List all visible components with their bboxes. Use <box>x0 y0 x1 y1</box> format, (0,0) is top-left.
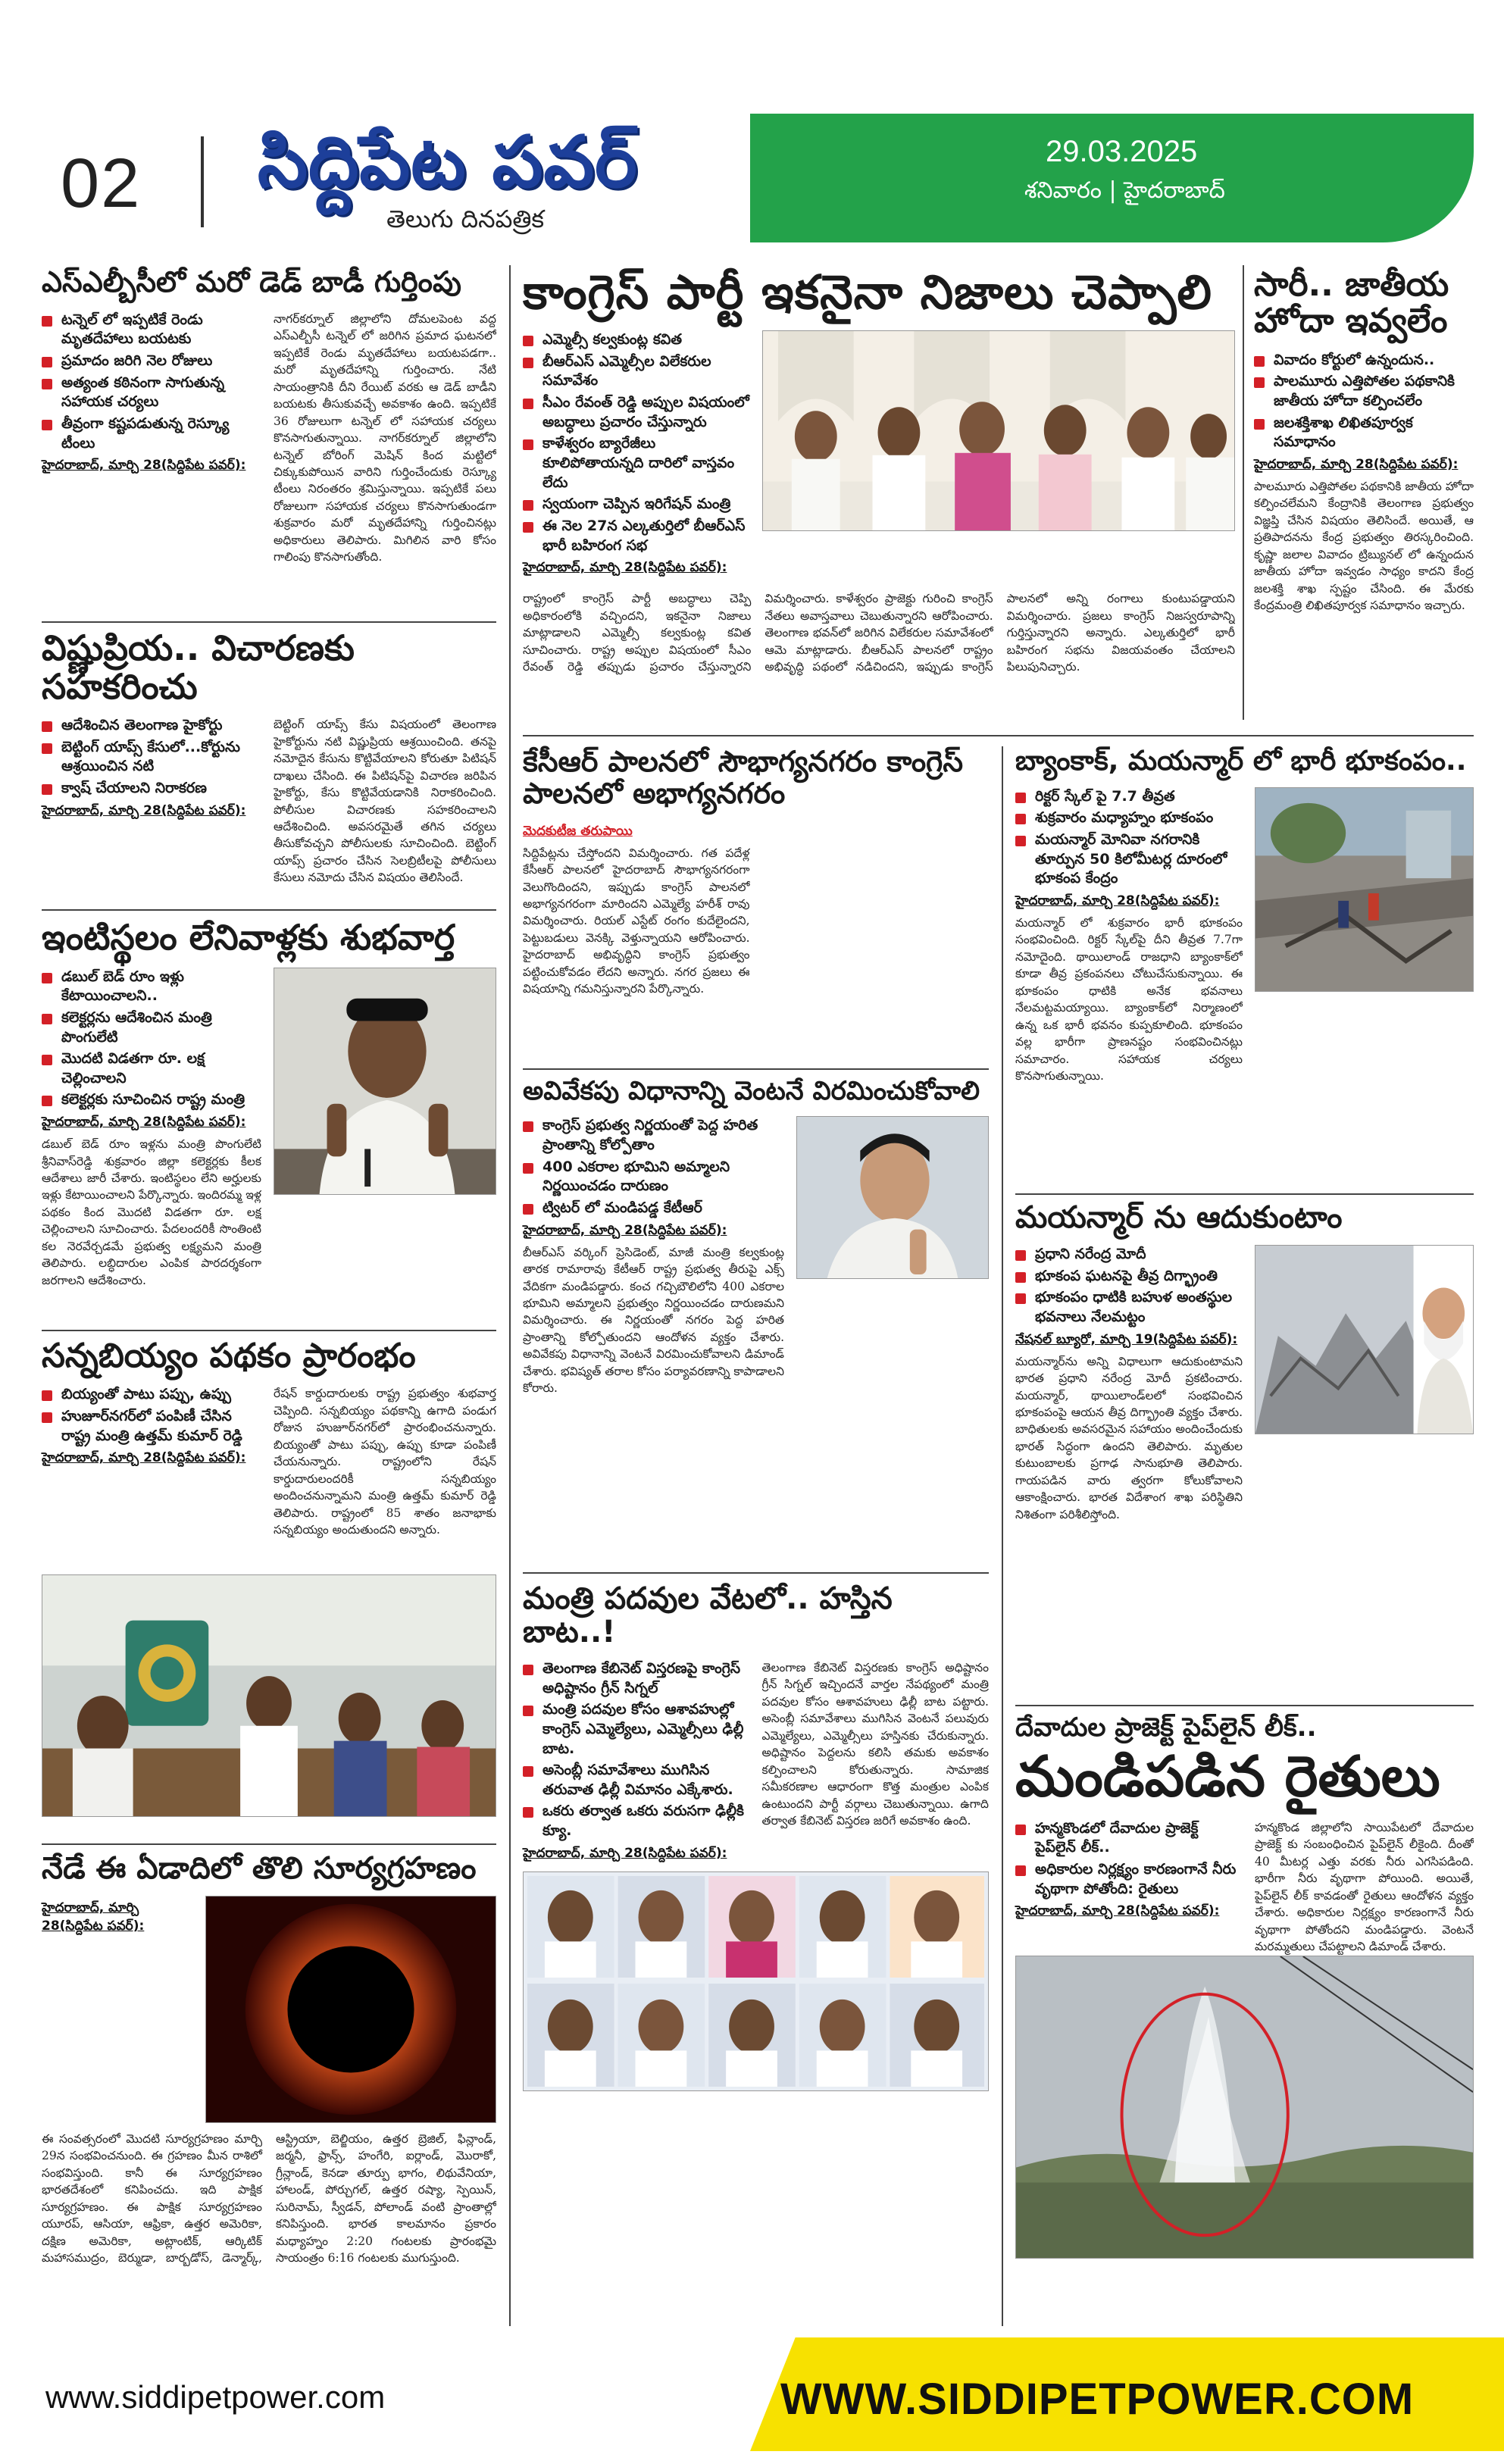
bullet-list <box>42 1385 261 1446</box>
dateline: హైదరాబాద్, మార్చి 28(సిద్దిపేట పవర్): <box>1015 893 1220 908</box>
article-cabinet-expansion <box>523 1582 989 2091</box>
bullet: తెలంగాణ కేబినెట్ విస్తరణపై కాంగ్రెస్ అధిష్టానం గ్రీన్ సిగ్నల్ <box>523 1659 750 1698</box>
article-pipeline-leak <box>1015 1714 1474 2259</box>
bullet: టన్నెల్ లో ఇప్పటికే రెండు మృతదేహాలు బయటకు <box>42 311 261 349</box>
article-housing <box>42 918 496 1362</box>
article-body: రేషన్ కార్డుదారులకు రాష్ట్ర ప్రభుత్వం శుభవార్త చెప్పింది. సన్నబియ్యం పథకాన్ని ఉగాది పండుగ రోజున హుజూర్‌నగర్‌లో ప్రారంభించనున్నారు. బియ్యంతో పాటు పప్పు, ఉప్పు కూడా పంపిణీ చేయనున్నారు. రాష్ట్రంలోని రేషన్ కార్డుదారులందరికీ సన్నబియ్యం అందించనున్నామని మంత్రి ఉత్తమ్ కుమార్ రెడ్డి తెలిపారు. రాష్ట్రంలో 85 శాతం జనాభాకు సన్నబియ్యం అందుతుందని అన్నారు. <box>274 1387 496 1537</box>
article-national-status <box>1254 267 1474 668</box>
masthead-wave-decoration <box>0 0 1504 114</box>
pipeline-leak-photo <box>1015 1956 1474 2259</box>
masthead-left <box>30 114 750 242</box>
article-vishnupriya <box>42 629 496 966</box>
bullet: బెట్టింగ్ యాప్స్ కేసులో...కోర్టును ఆశ్రయించిన నటి <box>42 738 261 777</box>
divider <box>523 1068 989 1070</box>
headline: నేడే ఈ ఏడాదిలో తొలి సూర్యగ్రహణం <box>42 1851 477 1886</box>
article-congress-lead <box>523 264 1235 810</box>
issue-date: 29.03.2025 <box>1046 135 1198 168</box>
column-divider <box>1243 265 1244 720</box>
article-myanmar-aid <box>1015 1201 1474 1656</box>
masthead <box>0 0 1504 250</box>
footer <box>0 2337 1504 2464</box>
bullet: ప్రధాని నరేంద్ర మోదీ <box>1015 1245 1243 1265</box>
bullet-list <box>42 968 261 1110</box>
bullet: జలశక్తిశాఖ లిఖితపూర్వక సమాధానం <box>1254 414 1474 452</box>
headline: మండిపడిన రైతులు <box>1015 1744 1440 1810</box>
subheadline: దేవాదుల ప్రాజెక్ట్ పైప్‌లైన్ లీక్.. <box>1015 1712 1317 1743</box>
divider <box>42 1843 496 1845</box>
article-body: తెలంగాణ కేబినెట్ విస్తరణకు కాంగ్రెస్ అధిష్టానం గ్రీన్ సిగ్నల్ ఇచ్చిందనే వార్తల నేపథ్యంలో మంత్రి పదవుల కోసం ఆశావహులు ఢిల్లీ బాట పట్టారు. అసెంబ్లీ సమావేశాలు ముగిసిన వెంటనే పలువురు ఎమ్మెల్యేలు, ఎమ్మెల్సీలు హస్తినకు చేరుకున్నారు. అధిష్టానం పెద్దలను కలిసి తమకు అవకాశం కల్పించాలని కోరుతున్నారు. సామాజిక సమీకరణాల ఆధారంగా కొత్త మంత్రుల ఎంపిక ఉంటుందని పార్టీ వర్గాలు చెబుతున్నాయి. ఉగాది తర్వాత కేబినెట్ విస్తరణ జరిగే అవకాశం ఉంది. <box>761 1661 989 1828</box>
minister-photo <box>274 968 496 1195</box>
headline: అవివేకపు విధానాన్ని వెంటనే విరమించుకోవాలి <box>523 1076 980 1106</box>
article-body: సిద్దిపేట్లను చేస్తోందని విమర్శించారు. గత పదేళ్ల కేసీఆర్ పాలనలో హైదరాబాద్ సౌభాగ్యనగరంగా వెలుగొందిందని, ఇప్పుడు కాంగ్రెస్ పాలనలో అభాగ్యనగరంగా మారిందని ఎమ్మెల్యే హరీశ్ రావు విమర్శించారు. రియల్ ఎస్టేట్ రంగం కుదేలైందని, పెట్టుబడులు వెనక్కి వెళ్తున్నాయని ఆరోపించారు. హైదరాబాద్ అభివృద్ధిని కాంగ్రెస్ ప్రభుత్వం పట్టించుకోవడం లేదని అన్నారు. నగర ప్రజలు ఈ విషయాన్ని గమనిస్తున్నారని పేర్కొన్నారు. <box>523 846 750 996</box>
issue-day-city: శనివారం | హైదరాబాద్ <box>1024 177 1225 204</box>
bullet: కాళేశ్వరం బ్యారేజీలు కూలిపోతాయన్నది దారిలో వాస్తవం లేదు <box>523 434 750 492</box>
headline: మయన్మార్ ను ఆదుకుంటాం <box>1015 1200 1343 1235</box>
headline: సన్నబియ్యం పథకం ప్రారంభం <box>42 1337 416 1375</box>
article-body-continued <box>762 819 990 986</box>
dateline: హైదరాబాద్, మార్చి 28(సిద్దిపేట పవర్): <box>1015 1903 1220 1919</box>
dateline: హైదరాబాద్, మార్చి 28(సిద్దిపేట పవర్): <box>42 458 246 474</box>
bullet: సీఎం రేవంత్ రెడ్డి అప్పుల విషయంలో అబద్ధాలు ప్రచారం చేస్తున్నారు <box>523 393 750 432</box>
article-body: పాలమూరు ఎత్తిపోతల పథకానికి జాతీయ హోదా కల్పించలేమని కేంద్రానికి తెలంగాణ ప్రభుత్వం విజ్ఞప్తి చేసిన విషయం తెలిసిందే. అయితే, ఆ ప్రతిపాదనను కేంద్ర ప్రభుత్వం తిరస్కరించింది. కృష్ణా జలాల వివాదం ట్రిబ్యునల్ లో ఉన్నందున జాతీయ హోదా ఇవ్వడం సాధ్యం కాదని కేంద్ర జలశక్తి శాఖ స్పష్టం చేసింది. ఈ మేరకు కేంద్రమంత్రి లిఖితపూర్వక సమాధానం ఇచ్చారు. <box>1254 479 1474 613</box>
bullet: కలెక్టర్లను ఆదేశించిన మంత్రి పొంగులేటి <box>42 1008 261 1047</box>
headline: విష్ణుప్రియ.. విచారణకు సహకరించు <box>42 627 355 707</box>
article-ktr <box>523 1077 989 1605</box>
masthead-date-banner <box>750 114 1474 242</box>
headline: ఇంటిస్థలం లేనివాళ్లకు శుభవార్త <box>42 917 455 958</box>
byline: మెదకుటీజ తరుపాయి <box>523 823 633 839</box>
bullet: మయన్మార్ మోనివా నగరానికి తూర్పున 50 కిలోమీటర్ల దూరంలో భూకంప కేంద్రం <box>1015 830 1243 889</box>
bullet: ప్రమాదం జరిగి నెల రోజులు <box>42 352 261 371</box>
headline: ఎస్ఎల్బీసీలో మరో డెడ్ బాడీ గుర్తింపు <box>42 265 461 299</box>
paper-name: సిద్దిపేట పవర్ <box>258 121 638 204</box>
bullet-list <box>1254 351 1474 452</box>
article-body: ఈ సంవత్సరంలో మొదటి సూర్యగ్రహణం మార్చి 29న సంభవించనుంది. ఈ గ్రహణం మీన రాశిలో సంభవిస్తుంది. కానీ ఈ సూర్యగ్రహణం భారతదేశంలో కనిపించదు. ఇది పాక్షిక సూర్యగ్రహణం. ఈ పాక్షిక సూర్యగ్రహణం యూరప్, ఆసియా, ఆఫ్రికా, ఉత్తర అమెరికా, దక్షిణ అమెరికా, అట్లాంటిక్, ఆర్కిటిక్ మహాసముద్రం, బెర్ముడా, బార్బడోస్, డెన్మార్క్, ఆస్ట్రియా, బెల్జియం, ఉత్తర బ్రెజిల్, ఫిన్లాండ్, జర్మనీ, ఫ్రాన్స్, హంగేరి, ఐర్లాండ్, మొరాకో, గ్రీన్లాండ్, కెనడా తూర్పు భాగం, లిథువేనియా, హాలండ్, పోర్చుగల్, ఉత్తర రష్యా, స్పెయిన్, సురినామ్, స్వీడన్, పోలాండ్ వంటి ప్రాంతాల్లో కనిపిస్తుంది. భారత కాలమానం ప్రకారం మధ్యాహ్నం 2:20 గంటలకు ప్రారంభమై సాయంత్రం 6:16 గంటలకు ముగుస్తుంది. <box>42 2132 496 2265</box>
press-meet-photo <box>762 330 1235 531</box>
bullet: హుజూర్‌నగర్‌లో పంపిణీ చేసిన రాష్ట్ర మంత్రి ఉత్తమ్ కుమార్ రెడ్డి <box>42 1407 261 1446</box>
bullet: డబుల్ బెడ్ రూం ఇళ్లు కేటాయించాలని.. <box>42 968 261 1006</box>
bullet: బీఆర్ఎస్ ఎమ్మెల్సీల విలేకరుల సమావేశం <box>523 352 750 391</box>
bullet: అత్యంత కఠినంగా సాగుతున్న సహాయక చర్యలు <box>42 374 261 412</box>
dateline: హైదరాబాద్, మార్చి 28(సిద్దిపేట పవర్): <box>523 560 727 576</box>
article-body: బీఆర్ఎస్ వర్కింగ్ ప్రెసిడెంట్, మాజీ మంత్రి కల్వకుంట్ల తారక రామారావు కేటీఆర్ రాష్ట్ర ప్రభుత్వ తీరుపై ఎక్స్ వేదికగా మండిపడ్డారు. కంచ గచ్చిబౌలిలోని 400 ఎకరాల భూమిని అమ్మాలని ప్రభుత్వం నిర్ణయించడం దారుణమని విమర్శించారు. ఈ నిర్ణయంతో నగరం పెద్ద హరిత ప్రాంతాన్ని కోల్పోతుందని ఆందోళన వ్యక్తం చేశారు. అవివేకపు విధానాన్ని వెంటనే విరమించుకోవాలని డిమాండ్ చేశారు. భవిష్యత్ తరాల కోసం పర్యావరణాన్ని కాపాడాలని కోరారు. <box>523 1245 784 1396</box>
bullet: భూకంపం ధాటికి బహుళ అంతస్థుల భవనాలు నేలమట్టం <box>1015 1288 1243 1327</box>
article-body-continued <box>1255 999 1474 1227</box>
article-solar-eclipse <box>42 1852 496 2335</box>
masthead-separator <box>201 136 204 227</box>
bullet-list <box>523 1116 784 1218</box>
bullet: అసెంబ్లీ సమావేశాలు ముగిసిన తరువాత ఢిల్లీ విమానం ఎక్కేశారు. <box>523 1761 750 1800</box>
bullet: ఒకరు తర్వాత ఒకరు వరుసగా ఢిల్లీకి క్యూ. <box>523 1802 750 1840</box>
bullet-list <box>1015 1245 1243 1327</box>
page-number: 02 <box>61 145 142 222</box>
bullet: ట్విటర్ లో మండిపడ్డ కేటీఆర్ <box>523 1199 784 1218</box>
article-slbc <box>42 267 496 644</box>
dateline: హైదరాబాద్, మార్చి 28(సిద్దిపేట పవర్): <box>523 1222 727 1238</box>
headline: మంత్రి పదవుల వేటలో.. హస్తిన బాట..! <box>523 1581 893 1649</box>
bullet-list <box>42 311 261 453</box>
bullet: రిక్టర్ స్కేల్ పై 7.7 తీవ్రత <box>1015 787 1243 807</box>
bullet: 400 ఎకరాల భూమిని అమ్మాలని నిర్ణయించడం దారుణం <box>523 1158 784 1196</box>
headline: సారీ.. జాతీయ హోదా ఇవ్వలేం <box>1254 265 1449 341</box>
eclipse-photo <box>205 1896 496 2123</box>
bullet: క్వాష్ చేయాలని నిరాకరణ <box>42 779 261 799</box>
bullet: మంత్రి పదవుల కోసం ఆశావహుల్లో కాంగ్రెస్ ఎమ్మెల్యేలు, ఎమ్మెల్సీలు ఢిల్లీ బాట. <box>523 1700 750 1759</box>
bullet: వివాదం కోర్టులో ఉన్నందున.. <box>1254 351 1474 371</box>
bullet: భూకంప ఘటనపై తీవ్ర దిగ్భ్రాంతి <box>1015 1267 1243 1287</box>
bullet: పాలమూరు ఎత్తిపోతల పథకానికి జాతీయ హోదా కల్పించలేం <box>1254 372 1474 411</box>
article-body: నాగర్‌కర్నూల్ జిల్లాలోని దోమలపెంట వద్ద ఎస్ఎల్బీసీ టన్నెల్ లో జరిగిన ప్రమాద ఘటనలో ఇప్పటికే రెండు మృతదేహాలు బయటపడగా.. మరో మృతదేహాన్ని గుర్తించారు. నేటి సాయంత్రానికి దీని రేయిట్ వరకు ఆ డెడ్ బాడీని బయటకు తీసుకువచ్చే అవకాశం ఉంది. ఇప్పటికే 36 రోజులుగా టన్నెల్ లో సహాయక చర్యలు కొనసాగుతున్నాయి. నాగర్‌కర్నూల్ జిల్లాలోని టన్నెల్ బోరింగ్ మెషిన్ కింద మట్టిలో చిక్కుకుపోయిన వారిని గుర్తించేందుకు రెస్క్యూ టీంలు నిరంతరం శ్రమిస్తున్నాయి. ఇప్పటికే పలు రోజులుగా సహాయక చర్యలు కొనసాగుతుండగా శుక్రవారం మరో మృతదేహాన్ని గుర్తించినట్లు అధికారులు తెలిపారు. మిగిలిన వారి కోసం గాలింపు కొనసాగుతోంది. <box>274 311 496 564</box>
ktr-photo <box>796 1116 989 1279</box>
divider <box>523 1572 989 1574</box>
bullet: కలెక్టర్లకు సూచించిన రాష్ట్ర మంత్రి <box>42 1090 261 1110</box>
collapsed-building-photo <box>1255 1245 1474 1434</box>
bullet: మొదటి విడతగా రూ. లక్ష చెల్లించాలని <box>42 1049 261 1088</box>
bullet: కాంగ్రెస్ ప్రభుత్వ నిర్ణయంతో పెద్ద హరిత ప్రాంతాన్ని కోల్పోతాం <box>523 1116 784 1155</box>
footer-website-banner-link[interactable]: WWW.SIDDIPETPOWER.COM <box>780 2375 1415 2424</box>
paper-tagline: తెలుగు దినపత్రిక <box>386 205 545 233</box>
bullet-list <box>523 330 750 555</box>
divider <box>1015 1193 1474 1195</box>
dateline: హైదరాబాద్, మార్చి 28(సిద్దిపేట పవర్): <box>42 1115 246 1130</box>
article-body: మయన్మార్‌ను అన్ని విధాలుగా ఆదుకుంటామని భారత ప్రధాని నరేంద్ర మోదీ ప్రకటించారు. మయన్మార్, థాయిలాండ్‌లలో సంభవించిన భూకంపంపై ఆయన తీవ్ర దిగ్భ్రాంతి వ్యక్తం చేశారు. బాధితులకు అవసరమైన సహాయం అందించేందుకు భారత్ సిద్ధంగా ఉందని తెలిపారు. మృతుల కుటుంబాలకు ప్రగాఢ సానుభూతి తెలిపారు. గాయపడిన వారు త్వరగా కోలుకోవాలని ఆకాంక్షించారు. భారత విదేశాంగ శాఖ పరిస్థితిని నిశితంగా పరిశీలిస్తోంది. <box>1015 1354 1243 1521</box>
leaders-collage-photo <box>523 1871 989 2091</box>
dateline: హైదరాబాద్, మార్చి 28(సిద్దిపేట పవర్): <box>42 802 246 818</box>
dateline: హైదరాబాద్, మార్చి 28(సిద్దిపేట పవర్): <box>523 1845 727 1861</box>
article-body-continued <box>796 1287 989 1605</box>
bullet-list <box>1015 787 1243 889</box>
lead-headline: కాంగ్రెస్ పార్టీ ఇకనైనా నిజాలు చెప్పాలి <box>523 264 1212 320</box>
bullet: బియ్యంతో పాటు పప్పు, ఉప్పు <box>42 1385 261 1405</box>
bullet: హన్మకొండలో దేవాదుల ప్రాజెక్ట్ పైప్‌లైన్ లీక్.. <box>1015 1819 1243 1858</box>
meeting-photo <box>42 1574 496 1817</box>
article-body: బెట్టింగ్ యాప్స్ కేసు విషయంలో తెలంగాణ హైకోర్టును నటి విష్ణుప్రియ ఆశ్రయించింది. తనపై నమోదైన కేసును కొట్టివేయాలని కోరుతూ పిటిషన్ దాఖలు చేసింది. ఈ పిటిషన్‌పై విచారణ జరిపిన హైకోర్టు, కేసు కొట్టివేయడానికి నిరాకరించింది. పోలీసుల విచారణకు సహకరించాలని ఆదేశించింది. అవసరమైతే తగిన చర్యలు తీసుకోవచ్చని పోలీసులకు సూచించింది. బెట్టింగ్ యాప్స్ ప్రచారం చేసిన సెలబ్రిటీలపై పోలీసులు కేసులు నమోదు చేసిన విషయం తెలిసిందే. <box>274 718 496 885</box>
divider <box>42 909 496 911</box>
article-rice-scheme <box>42 1338 496 1817</box>
dateline: నేషనల్ బ్యూరో, మార్చి 19(సిద్దిపేట పవర్): <box>1015 1331 1238 1347</box>
article-body-continued <box>1255 1442 1474 1639</box>
article-body: మయన్మార్ లో శుక్రవారం భారీ భూకంపం సంభవించింది. రిక్టర్ స్కేల్‌పై దీని తీవ్రత 7.7గా నమోదైంది. థాయిలాండ్ రాజధాని బ్యాంకాక్‌లో కూడా తీవ్ర ప్రకంపనలు చోటుచేసుకున్నాయి. ఈ భూకంపం ధాటికి అనేక భవనాలు నేలమట్టమయ్యాయి. బ్యాంకాక్‌లో నిర్మాణంలో ఉన్న ఒక భారీ భవనం కుప్పకూలింది. భూకంపం వల్ల భారీగా ప్రాణనష్టం సంభవించినట్లు సమాచారం. సహాయక చర్యలు కొనసాగుతున్నాయి. <box>1015 915 1243 1083</box>
article-body: రాష్ట్రంలో కాంగ్రెస్ పార్టీ అబద్ధాలు చెప్పి అధికారంలోకి వచ్చిందని, ఇకనైనా నిజాలు మాట్లాడాలని ఎమ్మెల్సీ కల్వకుంట్ల కవిత సూచించారు. రాష్ట్ర అప్పుల విషయంలో సీఎం రేవంత్ రెడ్డి తప్పుడు ప్రచారం చేస్తున్నారని విమర్శించారు. కాళేశ్వరం ప్రాజెక్టు గురించి కాంగ్రెస్ నేతలు అవాస్తవాలు చెబుతున్నారని ఆరోపించారు. తెలంగాణ భవన్‌లో జరిగిన విలేకరుల సమావేశంలో ఆమె మాట్లాడారు. బీఆర్ఎస్ పాలనలో రాష్ట్రం అభివృద్ధి పథంలో నడిచిందని, ఇప్పుడు కాంగ్రెస్ పాలనలో అన్ని రంగాలు కుంటుపడ్డాయని విమర్శించారు. ప్రజలు కాంగ్రెస్ నిజస్వరూపాన్ని గుర్తిస్తున్నారని అన్నారు. ఎల్కతుర్తిలో భారీ బహిరంగ సభను విజయవంతం చేయాలని పిలుపునిచ్చారు. <box>523 592 1235 674</box>
bullet: తీవ్రంగా కష్టపడుతున్న రెస్క్యూ టీంలు <box>42 414 261 453</box>
bullet: ఈ నెల 27న ఎల్కతుర్తిలో బీఆర్ఎస్ భారీ బహిరంగ సభ <box>523 517 750 555</box>
article-body: హన్మకొండ జిల్లాలోని సాయిపేటలో దేవాదుల ప్రాజెక్ట్ కు సంబంధించిన పైప్‌లైన్ లీకైంది. దీంతో 40 మీటర్ల ఎత్తు వరకు నీరు ఎగసిపడింది. భారీగా నీరు వృథాగా పోయింది. అయితే, పైప్‌లైన్ లీక్ కావడంతో రైతులు ఆందోళన వ్యక్తం చేశారు. అధికారుల నిర్లక్ష్యం కారణంగానే నీరు వృథాగా పోతోందని మండిపడ్డారు. వెంటనే మరమ్మతులు చేపట్టాలని డిమాండ్ చేశారు. <box>1255 1820 1474 1954</box>
divider <box>42 1330 496 1331</box>
divider <box>1015 1705 1474 1706</box>
bullet-list <box>523 1659 750 1841</box>
bullet-list <box>42 716 261 799</box>
bullet: అధికారుల నిర్లక్ష్యం కారణంగానే నీరు వృథాగా పోతోంది: రైతులు <box>1015 1860 1243 1899</box>
divider <box>523 735 1474 736</box>
bullet-list <box>1015 1819 1243 1900</box>
earthquake-road-photo <box>1255 787 1474 992</box>
bullet: స్వయంగా చెప్పిన ఇరిగేషన్ మంత్రి <box>523 495 750 514</box>
headline: బ్యాంకాక్, మయన్మార్ లో భారీ భూకంపం.. <box>1015 746 1467 777</box>
dateline: హైదరాబాద్, మార్చి 28(సిద్దిపేట పవర్): <box>42 1900 145 1934</box>
bullet: శుక్రవారం మధ్యాహ్నం భూకంపం <box>1015 808 1243 828</box>
column-divider <box>1002 746 1003 2326</box>
article-body: డబుల్ బెడ్ రూం ఇళ్లను మంత్రి పొంగులేటి శ్రీనివాస్‌రెడ్డి శుక్రవారం జిల్లా కలెక్టర్లకు కీలక ఆదేశాలు జారీ చేశారు. ఇంటిస్థలం లేని అర్హులకు ఇళ్లు కేటాయించాలని పేర్కొన్నారు. ఇందిరమ్మ ఇళ్ల పథకం కింద మొదటి విడతగా రూ. లక్ష చెల్లించాలని సూచించారు. పేదలందరికీ సొంతింటి కల నెరవేర్చడమే ప్రభుత్వ లక్ష్యమని మంత్రి తెలిపారు. లబ్ధిదారుల ఎంపిక పారదర్శకంగా జరగాలని ఆదేశించారు. <box>42 1137 261 1287</box>
article-earthquake <box>1015 746 1474 1227</box>
bullet: ఎమ్మెల్సీ కల్వకుంట్ల కవిత <box>523 330 750 350</box>
dateline: హైదరాబాద్, మార్చి 28(సిద్దిపేట పవర్): <box>1254 456 1459 472</box>
dateline: హైదరాబాద్, మార్చి 28(సిద్దిపేట పవర్): <box>42 1450 246 1466</box>
bullet: ఆదేశించిన తెలంగాణ హైకోర్టు <box>42 716 261 736</box>
article-kcr-rule <box>523 746 989 996</box>
footer-website-link[interactable]: www.siddipetpower.com <box>45 2379 386 2415</box>
column-divider <box>509 265 511 2326</box>
article-body-continued <box>274 1204 496 1356</box>
headline: కేసీఆర్ పాలనలో సౌభాగ్యనగరం కాంగ్రెస్ పాలనలో అభాగ్యనగరం <box>523 745 963 810</box>
divider <box>42 621 496 623</box>
